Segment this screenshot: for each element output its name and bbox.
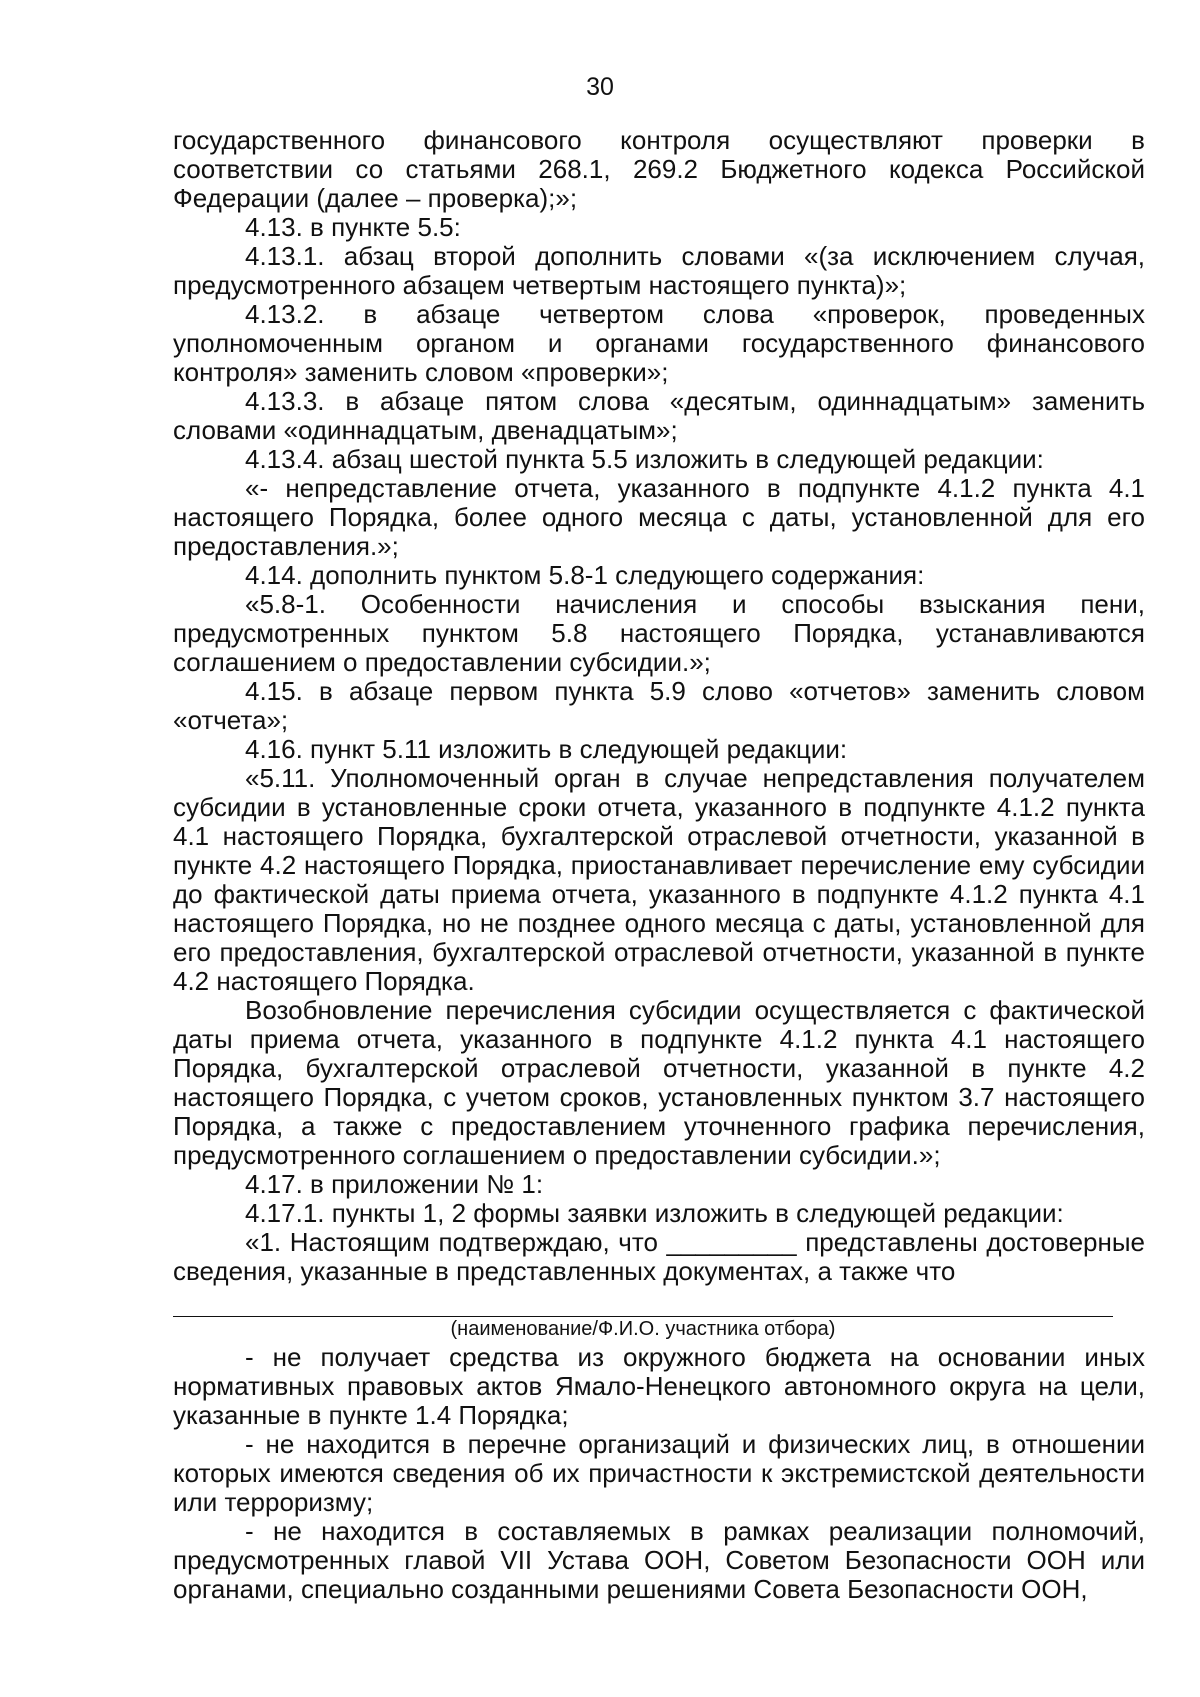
- paragraph: государственного финансового контроля осуществляют проверки в соответствии со статьями 268.1, 269.2 Бюджетного кодекса Российской Федерации (далее – проверка);»;: [173, 125, 1145, 213]
- paragraph: 4.17.1. пункты 1, 2 формы заявки изложить в следующей редакции:: [245, 1198, 1064, 1228]
- paragraph: 4.17. в приложении № 1:: [245, 1169, 544, 1199]
- paragraph: 4.14. дополнить пунктом 5.8-1 следующего содержания:: [245, 560, 925, 590]
- paragraph: 4.13.2. в абзаце четвертом слова «проверок, проведенных уполномоченным органом и органами государственного финансового контроля» заменить словом «проверки»;: [173, 299, 1145, 387]
- paragraph: - не находится в перечне организаций и физических лиц, в отношении которых имеются сведения об их причастности к экстремистской деятельности или терроризму;: [173, 1429, 1145, 1517]
- paragraph: 4.16. пункт 5.11 изложить в следующей редакции:: [245, 734, 848, 764]
- paragraph: 4.13.1. абзац второй дополнить словами «(за исключением случая, предусмотренного абзацем четвертым настоящего пункта)»;: [173, 241, 1145, 300]
- signature-caption: (наименование/Ф.И.О. участника отбора): [450, 1318, 836, 1340]
- paragraph: 4.13.3. в абзаце пятом слова «десятым, одиннадцатым» заменить словами «одиннадцатым, двенадцатым»;: [173, 386, 1145, 445]
- paragraph: 4.13. в пункте 5.5:: [245, 212, 461, 242]
- paragraph: - не получает средства из окружного бюджета на основании иных нормативных правовых актов Ямало-Ненецкого автономного округа на цели, указанные в пункте 1.4 Порядка;: [173, 1342, 1145, 1430]
- paragraph: «5.8-1. Особенности начисления и способы взыскания пени, предусмотренных пунктом 5.8 настоящего Порядка, устанавливаются соглашением о предоставлении субсидии.»;: [173, 589, 1145, 677]
- paragraph: «- непредставление отчета, указанного в подпункте 4.1.2 пункта 4.1 настоящего Порядка, более одного месяца с даты, установленной для его предоставления.»;: [173, 473, 1145, 561]
- paragraph: 4.15. в абзаце первом пункта 5.9 слово «отчетов» заменить словом «отчета»;: [173, 676, 1145, 735]
- document-body: [173, 126, 1145, 1604]
- paragraph: «5.11. Уполномоченный орган в случае непредставления получателем субсидии в установленные сроки отчета, указанного в подпункте 4.1.2 пункта 4.1 настоящего Порядка, бухгалтерской отраслевой отчетности, указанной в пункте 4.2 настоящего Порядка, приостанавливает перечисление ему субсидии до фактической даты приема отчета, указанного в подпункте 4.1.2 пункта 4.1 настоящего Порядка, но не позднее одного месяца с даты, установленной для его предоставления, бухгалтерской отраслевой отчетности, указанной в пункте 4.2 настоящего Порядка.: [173, 763, 1145, 996]
- page-number: 30: [586, 73, 614, 101]
- paragraph: «1. Настоящим подтверждаю, что _________ представлены достоверные сведения, указанные в представленных документах, а также что: [173, 1227, 1145, 1286]
- paragraph: Возобновление перечисления субсидии осуществляется с фактической даты приема отчета, указанного в подпункте 4.1.2 пункта 4.1 настоящего Порядка, бухгалтерской отраслевой отчетности, указанной в пункте 4.2 настоящего Порядка, с учетом сроков, установленных пунктом 3.7 настоящего Порядка, а также с предоставлением уточненного графика перечисления, предусмотренного соглашением о предоставлении субсидии.»;: [173, 995, 1145, 1170]
- paragraph: 4.13.4. абзац шестой пункта 5.5 изложить в следующей редакции:: [245, 444, 1044, 474]
- paragraph: - не находится в составляемых в рамках реализации полномочий, предусмотренных главой VII Устава ООН, Советом Безопасности ООН или органами, специально созданными решениями Совета Безопасности ООН,: [173, 1516, 1145, 1604]
